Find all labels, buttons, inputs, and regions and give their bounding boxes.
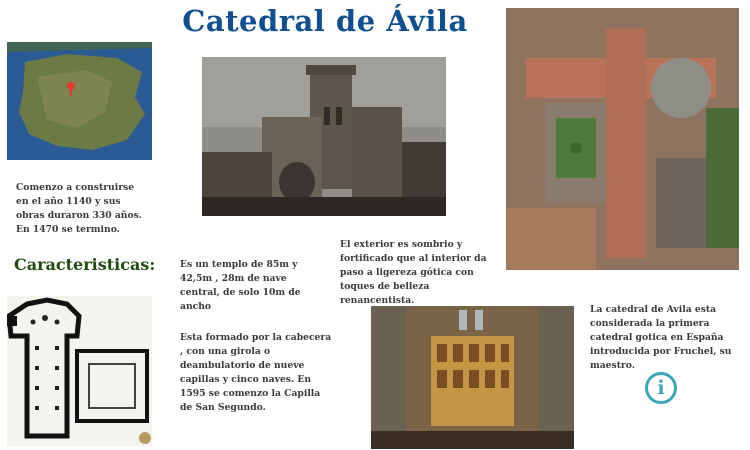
cathedral-aerial-image (506, 8, 739, 270)
dimensions-text: Es un templo de 85m y 42,5m , 28m de nave central, de solo 10m de ancho (180, 259, 301, 312)
gothic-text: La catedral de Avila esta considerada la primera catedral gotica en España introducida por Fruchel, su maestro. (590, 304, 732, 371)
exterior-text: El exterior es sombrio y fortificado que al interior da paso a ligereza gótica con toques de belleza renancentista. (340, 239, 487, 306)
cathedral-exterior-image (202, 57, 446, 216)
history-text: Comenzo a construirse en el año 1140 y sus obras duraron 330 años. En 1470 se termino. (16, 182, 142, 235)
info-icon[interactable] (645, 372, 677, 404)
cathedral-floor-plan-image (7, 296, 152, 446)
cathedral-interior-image (371, 306, 574, 449)
page-title: Catedral de Ávila (182, 4, 468, 38)
characteristics-heading: Caracteristicas: (14, 255, 156, 274)
info-glyph: i (657, 377, 665, 399)
structure-text: Esta formado por la cabecera , con una girola o deambulatorio de nueve capillas y cinco naves. En 1595 se comenzo la Capilla de San Segundo. (180, 332, 332, 413)
map-of-spain-image (7, 42, 152, 160)
